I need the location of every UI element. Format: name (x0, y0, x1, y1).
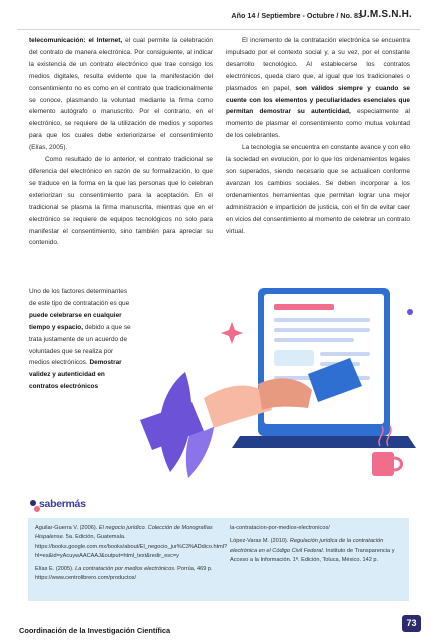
ref-title: La contratación por medios electrónicos. (75, 566, 176, 573)
doc-line (274, 318, 370, 322)
doc-line (274, 328, 370, 332)
right-p1-bold: son válidos siempre y cuando se cuente con los elementos y peculiaridades esenciales que permitan demostrar su autenticidad, (226, 84, 410, 116)
sabermas-logo (28, 494, 88, 518)
right-column (226, 35, 410, 237)
right-p1-end: especialmente al momento de plasmar el consentimiento como mutua voluntad de los celebrantes. (226, 108, 410, 140)
doc-header (274, 304, 334, 310)
issue-info: Año 14 / Septiembre - Octubre / No. 83 (231, 11, 362, 20)
doc-line (274, 338, 354, 342)
references-left (35, 524, 228, 588)
right-p1-start: El incremento de la contratación electrónica se encuentra impulsado por el contexto social y, a su vez, por el constante desarrollo tecnológico. Al establecerse los contratos electrónicos, queda claro que, al igual que los tradicionales o plasmados en papel, (226, 37, 410, 92)
left-narrow-column (29, 286, 135, 393)
doc-block (274, 350, 314, 366)
ref-authors: López-Varas M. (2010). (230, 538, 290, 545)
left-p3-mid: debido a que se trata justamente de un acuerdo de voluntades que se realiza por medios electrónicos. (29, 323, 131, 367)
university-name: U.M.S.N.H. (359, 9, 412, 20)
ref-authors: Aguilar-Guerra V. (2006). (35, 525, 99, 531)
reference-item (230, 537, 406, 565)
left-p1-text: el cual permite la celebración del contrato de manera electrónica. Por consiguiente, al indicar la existencia de un contrato electrónico que trae consigo los medios digitales, resulta evidente que la manifestación del consentimiento no es como en el contrato que tradicionalmente se conoce, plasmando la voluntad mediante la firma como elemento autógrafo o manuscrito. Por el contrario, en el electrónico, se requiere de la utilización de medios y soportes para que los cuales debe exteriorizarse el consentimiento (Elías, 2005). (29, 37, 213, 152)
left-paragraph-3 (29, 286, 135, 393)
left-p3-bold: puede celebrarse en cualquier tiempo y espacio, (29, 311, 122, 331)
page-header (0, 8, 436, 26)
references-right (230, 524, 406, 569)
ref-rest: 5a. Edición, Guatemala. https://books.google.com.mx/books/about/El_negocio_jur%C3%ADdico.html?hl=es&id=yAcuywAACAAJ&output=html_text&redir_esc=y (35, 534, 228, 559)
ref-title: Regulación jurídica de la contratación electrónica en el Código Civil Federal. (230, 538, 384, 554)
ref-title: El negocio jurídico. Colección de Monografías Hispalense. (35, 525, 213, 541)
left-p1-bold: telecomunicación: el Internet, (29, 37, 123, 44)
ref-rest: Instituto de Transparencia y Acceso a la Información. 1ª. Edición, Toluca, México. 142 p. (230, 547, 395, 563)
left-p3-bold2: Demostrar validez y autenticidad en contratos electrónicos (29, 359, 122, 391)
header-divider (17, 29, 420, 30)
sparkle (221, 322, 243, 344)
left-paragraph-1 (29, 35, 213, 154)
right-paragraph-2: La tecnología se encuentra en constante avance y con ello la sociedad en evolución, por lo que los ordenamientos legales son superados, siendo necesario que se actualicen conforme avanzan los cambios sociales. Se deben incorporar a los ordenamientos herramientas que permitan lograr una mejor administración e impartición de justicia, con el fin de evitar caer en vicios del consentimiento al momento de celebrar un contrato virtual. (226, 144, 410, 235)
ref-rest: la-contratacion-por-medios-electronicos/ (230, 525, 330, 531)
reference-item (35, 565, 216, 584)
footer-text: Coordinación de la Investigación Científica (19, 626, 171, 635)
page-footer (0, 614, 436, 640)
left-paragraph-2: Como resultado de lo anterior, el contrato tradicional se diferencia del electrónico en razón de su formalización, lo que se traduce en la forma en la que las personas que lo celebran exteriorizan su consentimiento para la aceptación. En el tradicional se plasma la firma manuscrita, mientras que en el electrónico se requiere de equipos tecnológicos no solo para manifestar el consentimiento, sino también para apreciar su contenido. (29, 156, 213, 247)
reference-item (230, 524, 406, 533)
page-number: 73 (402, 615, 421, 632)
logo-text: sabermás (39, 498, 86, 510)
doc-line (320, 352, 370, 356)
left-column (29, 35, 213, 249)
ref-authors: Elías E. (2005). (35, 566, 76, 573)
handshake-illustration (140, 282, 420, 482)
references-box (28, 518, 409, 601)
dot (407, 309, 413, 315)
ref-rest: Porrúa, 469 p. https://www.centrolibrero.com/productos/ (35, 566, 213, 582)
reference-item (35, 524, 228, 561)
cup (372, 452, 394, 476)
cup-handle (394, 458, 402, 470)
left-p3-start: Uno de los factores determinantes de este tipo de contratación es que (29, 288, 130, 307)
right-paragraph-1 (226, 35, 410, 142)
